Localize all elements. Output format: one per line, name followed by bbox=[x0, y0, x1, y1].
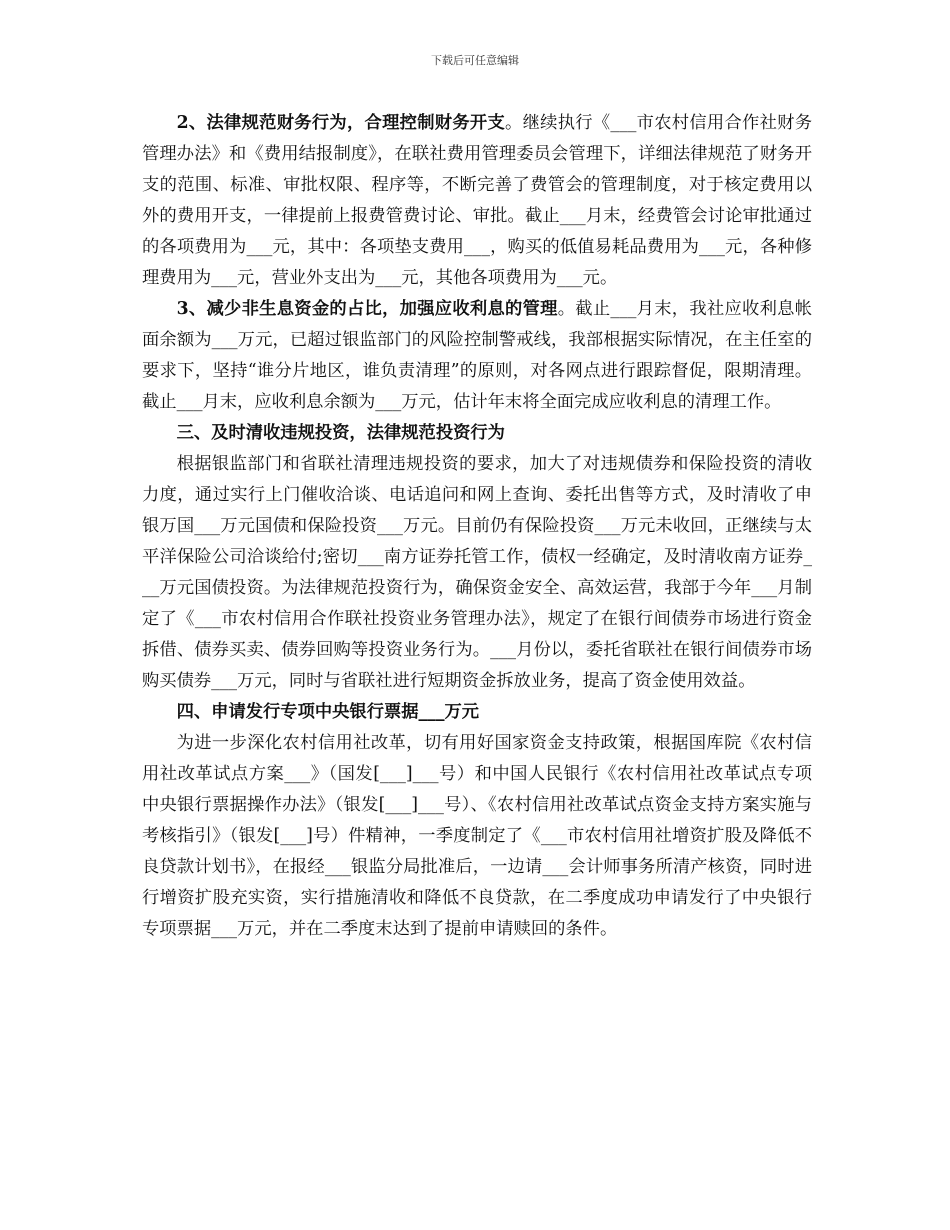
section-heading-4: 四、申请发行专项中央银行票据___万元 bbox=[176, 702, 480, 722]
paragraph-lead: 3、减少非生息资金的占比，加强应收利息的管理 bbox=[176, 299, 558, 319]
paragraph-investment-recovery: 根据银监部门和省联社清理违规投资的要求，加大了对违规债券和保险投资的清收力度，通过实行上门催收洽谈、电话追问和网上查询、委托出售等方式，及时清收了申银万国___万元国债和保险投资___万元。目前仍有保险投资___万元未收回，正继续与太平洋保险公司洽谈给付;密切___南方证券托管工作，债权一经确定，及时清收南方证券___万元国债投资。为法律规范投资行为，确保资金安全、高效运营，我部于今年___月制定了《___市农村信用合作联社投资业务管理办法》，规定了在银行间债券市场进行资金拆借、债券买卖、债券回购等投资业务行为。___月份以，委托省联社在银行间债券市场购买债券___万元，同时与省联社进行短期资金拆放业务，提高了资金使用效益。 bbox=[142, 454, 812, 691]
paragraph-finance-regulation bbox=[142, 108, 812, 294]
paragraph-lead: 2、法律规范财务行为，合理控制财务开支 bbox=[176, 113, 506, 133]
document-body bbox=[142, 108, 812, 945]
page-header: 下载后可任意编辑 bbox=[431, 54, 519, 67]
paragraph-text: 。截止___月末，我社应收利息帐面余额为___万元，已超过银监部门的风险控制警戒线，我部根据实际情况，在主任室的要求下，坚持“谁分片地区，谁负责清理”的原则，对各网点进行跟踪督促，限期清理。截止___月末，应收利息余额为___万元，估计年末将全面完成应收利息的清理工作。 bbox=[142, 299, 812, 412]
section-heading-3: 三、及时清收违规投资，法律规范投资行为 bbox=[176, 423, 505, 443]
paragraph-central-bank-bills: 为进一步深化农村信用社改革，切有用好国家资金支持政策，根据国库院《农村信用社改革试点方案___》（国发[___]___号）和中国人民银行《农村信用社改革试点专项中央银行票据操作办法》（银发[___]___号）、《农村信用社改革试点资金支持方案实施与考核指引》（银发[___]号）件精神，一季度制定了《___市农村信用社增资扩股及降低不良贷款计划书》，在报经___银监分局批准后，一边请___会计师事务所清产核资，同时进行增资扩股充实资，实行措施清收和降低不良贷款，在二季度成功申请发行了中央银行专项票据___万元，并在二季度末达到了提前申请赎回的条件。 bbox=[142, 733, 812, 939]
paragraph-text: 。继续执行《___市农村信用合作社财务管理办法》和《费用结报制度》，在联社费用管理委员会管理下，详细法律规范了财务开支的范围、标准、审批权限、程序等，不断完善了费管会的管理制度，对于核定费用以外的费用开支，一律提前上报费管费讨论、审批。截止___月末，经费管会讨论审批通过的各项费用为___元，其中：各项垫支费用___，购买的低值易耗品费用为___元，各种修理费用为___元，营业外支出为___元，其他各项费用为___元。 bbox=[142, 113, 812, 288]
paragraph-interest-management bbox=[142, 294, 812, 418]
